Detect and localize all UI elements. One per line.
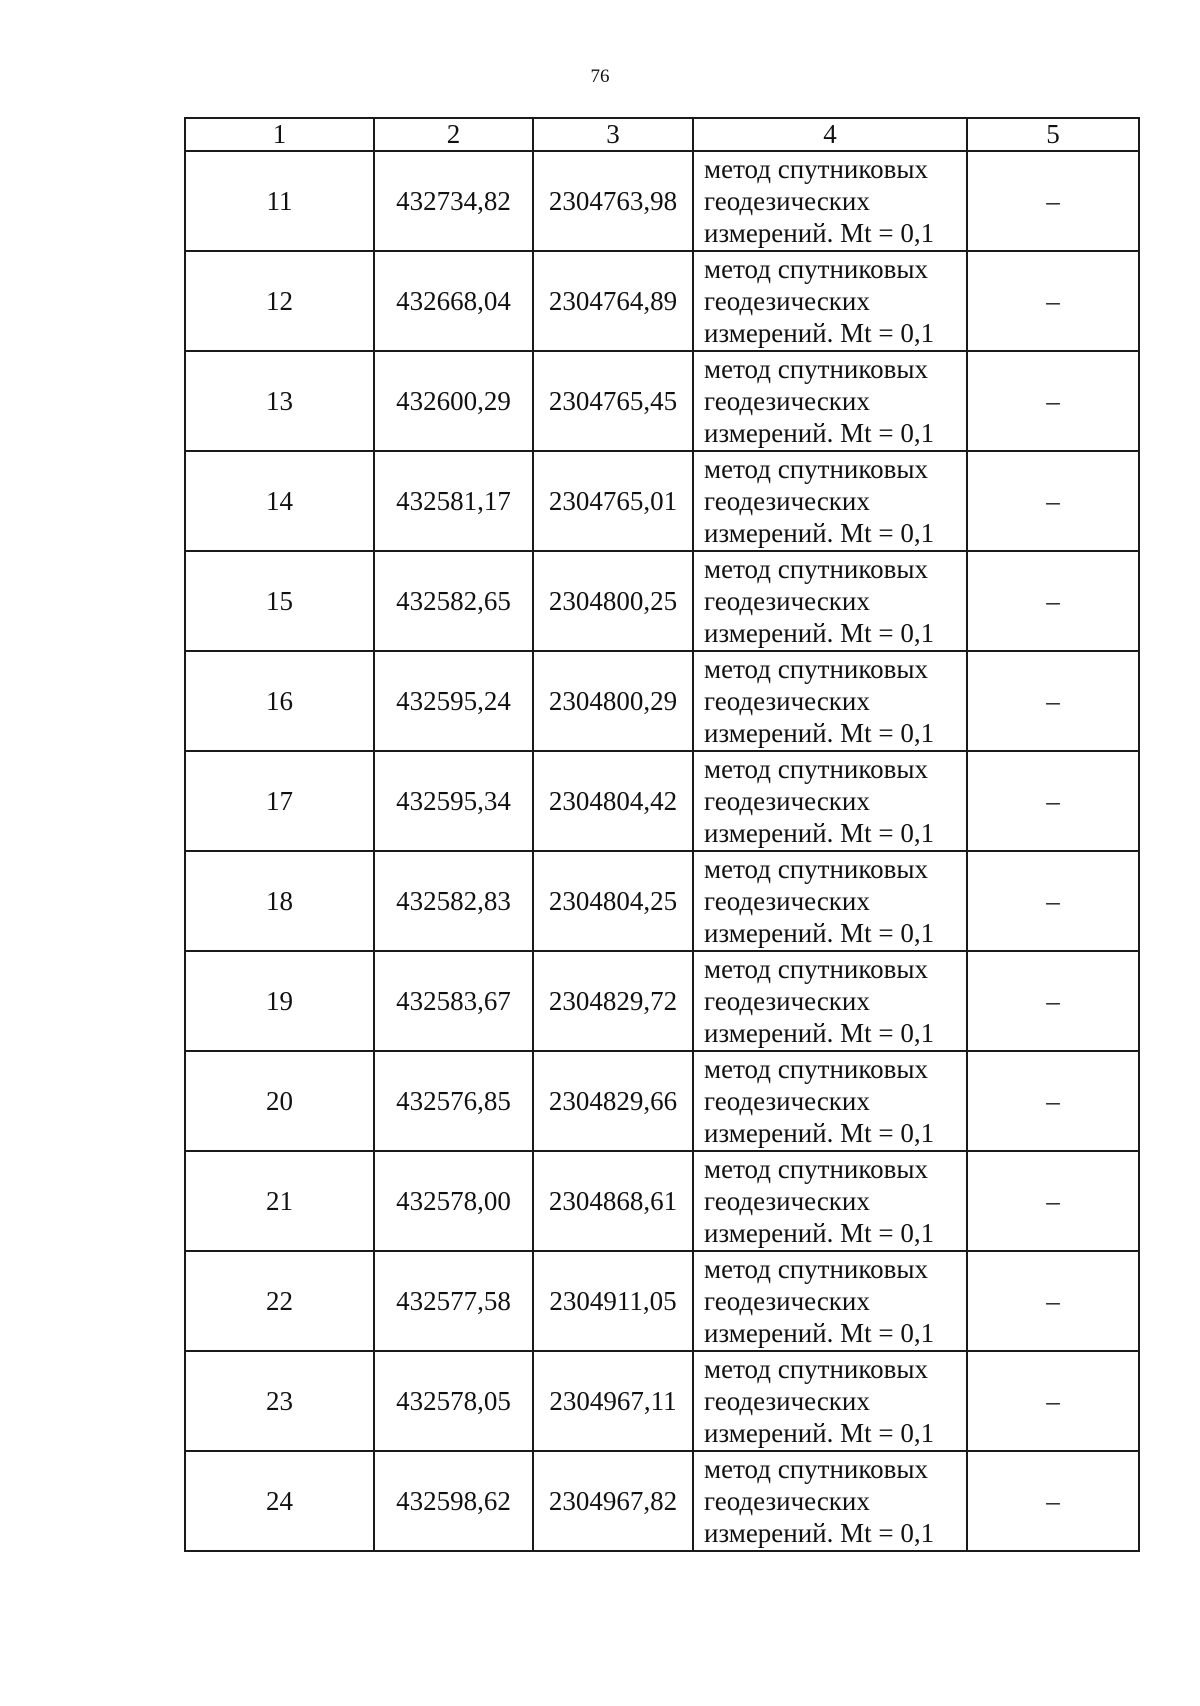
- y-coordinate-cell: 2304764,89: [533, 251, 693, 351]
- method-line: геодезических: [704, 1486, 870, 1516]
- method-line: метод спутниковых: [704, 854, 928, 884]
- method-line: метод спутниковых: [704, 1054, 928, 1084]
- point-number-cell: 14: [185, 451, 374, 551]
- note-cell: –: [967, 451, 1139, 551]
- y-coordinate-cell: 2304829,66: [533, 1051, 693, 1151]
- method-line: геодезических: [704, 686, 870, 716]
- table-row: [185, 451, 1139, 551]
- method-line: измерений. Mt = 0,1: [704, 1318, 935, 1348]
- method-line: измерений. Mt = 0,1: [704, 218, 935, 248]
- x-coordinate-cell: 432577,58: [374, 1251, 533, 1351]
- method-cell: [693, 751, 967, 851]
- method-line: геодезических: [704, 786, 870, 816]
- point-number-cell: 15: [185, 551, 374, 651]
- point-number-cell: 13: [185, 351, 374, 451]
- method-line: геодезических: [704, 886, 870, 916]
- method-line: измерений. Mt = 0,1: [704, 818, 935, 848]
- table-row: [185, 251, 1139, 351]
- table-row: [185, 551, 1139, 651]
- y-coordinate-cell: 2304800,29: [533, 651, 693, 751]
- y-coordinate-cell: 2304804,42: [533, 751, 693, 851]
- point-number-cell: 12: [185, 251, 374, 351]
- header-cell: 2: [374, 118, 533, 151]
- method-line: геодезических: [704, 1086, 870, 1116]
- x-coordinate-cell: 432582,65: [374, 551, 533, 651]
- method-line: метод спутниковых: [704, 654, 928, 684]
- method-cell: [693, 351, 967, 451]
- method-line: геодезических: [704, 386, 870, 416]
- method-line: метод спутниковых: [704, 954, 928, 984]
- y-coordinate-cell: 2304911,05: [533, 1251, 693, 1351]
- note-cell: –: [967, 651, 1139, 751]
- method-line: измерений. Mt = 0,1: [704, 418, 935, 448]
- x-coordinate-cell: 432734,82: [374, 151, 533, 251]
- method-line: метод спутниковых: [704, 254, 928, 284]
- method-line: измерений. Mt = 0,1: [704, 1518, 935, 1548]
- y-coordinate-cell: 2304765,45: [533, 351, 693, 451]
- point-number-cell: 16: [185, 651, 374, 751]
- method-cell: [693, 151, 967, 251]
- x-coordinate-cell: 432578,05: [374, 1351, 533, 1451]
- table-row: [185, 1251, 1139, 1351]
- method-line: измерений. Mt = 0,1: [704, 318, 935, 348]
- method-line: метод спутниковых: [704, 354, 928, 384]
- note-cell: –: [967, 951, 1139, 1051]
- table-row: [185, 1151, 1139, 1251]
- method-line: метод спутниковых: [704, 1254, 928, 1284]
- method-line: метод спутниковых: [704, 754, 928, 784]
- method-line: измерений. Mt = 0,1: [704, 1218, 935, 1248]
- x-coordinate-cell: 432595,24: [374, 651, 533, 751]
- table-row: [185, 651, 1139, 751]
- y-coordinate-cell: 2304967,11: [533, 1351, 693, 1451]
- point-number-cell: 17: [185, 751, 374, 851]
- x-coordinate-cell: 432583,67: [374, 951, 533, 1051]
- coordinates-table: [184, 117, 1140, 1552]
- method-cell: [693, 951, 967, 1051]
- x-coordinate-cell: 432600,29: [374, 351, 533, 451]
- method-line: измерений. Mt = 0,1: [704, 1418, 935, 1448]
- method-line: геодезических: [704, 1386, 870, 1416]
- y-coordinate-cell: 2304967,82: [533, 1451, 693, 1551]
- method-line: геодезических: [704, 1186, 870, 1216]
- method-line: геодезических: [704, 986, 870, 1016]
- header-cell: 5: [967, 118, 1139, 151]
- method-cell: [693, 1151, 967, 1251]
- method-cell: [693, 1351, 967, 1451]
- method-cell: [693, 551, 967, 651]
- x-coordinate-cell: 432582,83: [374, 851, 533, 951]
- point-number-cell: 19: [185, 951, 374, 1051]
- point-number-cell: 22: [185, 1251, 374, 1351]
- note-cell: –: [967, 851, 1139, 951]
- table-row: [185, 851, 1139, 951]
- coordinates-table-body: [185, 118, 1139, 1551]
- method-cell: [693, 651, 967, 751]
- note-cell: –: [967, 1051, 1139, 1151]
- x-coordinate-cell: 432595,34: [374, 751, 533, 851]
- y-coordinate-cell: 2304763,98: [533, 151, 693, 251]
- x-coordinate-cell: 432668,04: [374, 251, 533, 351]
- method-line: метод спутниковых: [704, 1354, 928, 1384]
- method-line: геодезических: [704, 286, 870, 316]
- header-cell: 4: [693, 118, 967, 151]
- note-cell: –: [967, 351, 1139, 451]
- point-number-cell: 18: [185, 851, 374, 951]
- table-row: [185, 151, 1139, 251]
- y-coordinate-cell: 2304829,72: [533, 951, 693, 1051]
- note-cell: –: [967, 1151, 1139, 1251]
- table-row: [185, 1051, 1139, 1151]
- table-header-row: [185, 118, 1139, 151]
- method-line: геодезических: [704, 586, 870, 616]
- method-line: измерений. Mt = 0,1: [704, 718, 935, 748]
- method-line: метод спутниковых: [704, 454, 928, 484]
- y-coordinate-cell: 2304868,61: [533, 1151, 693, 1251]
- method-line: метод спутниковых: [704, 154, 928, 184]
- method-cell: [693, 251, 967, 351]
- method-cell: [693, 1051, 967, 1151]
- note-cell: –: [967, 1451, 1139, 1551]
- table-row: [185, 751, 1139, 851]
- point-number-cell: 11: [185, 151, 374, 251]
- x-coordinate-cell: 432598,62: [374, 1451, 533, 1551]
- note-cell: –: [967, 1351, 1139, 1451]
- method-line: геодезических: [704, 1286, 870, 1316]
- method-line: измерений. Mt = 0,1: [704, 918, 935, 948]
- point-number-cell: 23: [185, 1351, 374, 1451]
- method-cell: [693, 451, 967, 551]
- table-row: [185, 351, 1139, 451]
- method-line: измерений. Mt = 0,1: [704, 618, 935, 648]
- header-cell: 1: [185, 118, 374, 151]
- method-line: метод спутниковых: [704, 1454, 928, 1484]
- method-cell: [693, 1251, 967, 1351]
- table-row: [185, 1451, 1139, 1551]
- header-cell: 3: [533, 118, 693, 151]
- method-line: метод спутниковых: [704, 1154, 928, 1184]
- note-cell: –: [967, 551, 1139, 651]
- y-coordinate-cell: 2304804,25: [533, 851, 693, 951]
- point-number-cell: 24: [185, 1451, 374, 1551]
- y-coordinate-cell: 2304800,25: [533, 551, 693, 651]
- method-cell: [693, 851, 967, 951]
- x-coordinate-cell: 432576,85: [374, 1051, 533, 1151]
- method-line: геодезических: [704, 186, 870, 216]
- x-coordinate-cell: 432578,00: [374, 1151, 533, 1251]
- method-line: измерений. Mt = 0,1: [704, 1118, 935, 1148]
- point-number-cell: 20: [185, 1051, 374, 1151]
- note-cell: –: [967, 251, 1139, 351]
- table-row: [185, 1351, 1139, 1451]
- method-line: измерений. Mt = 0,1: [704, 1018, 935, 1048]
- x-coordinate-cell: 432581,17: [374, 451, 533, 551]
- note-cell: –: [967, 151, 1139, 251]
- table-row: [185, 951, 1139, 1051]
- method-cell: [693, 1451, 967, 1551]
- note-cell: –: [967, 1251, 1139, 1351]
- y-coordinate-cell: 2304765,01: [533, 451, 693, 551]
- page-number: 76: [590, 66, 610, 87]
- method-line: геодезических: [704, 486, 870, 516]
- note-cell: –: [967, 751, 1139, 851]
- method-line: метод спутниковых: [704, 554, 928, 584]
- point-number-cell: 21: [185, 1151, 374, 1251]
- method-line: измерений. Mt = 0,1: [704, 518, 935, 548]
